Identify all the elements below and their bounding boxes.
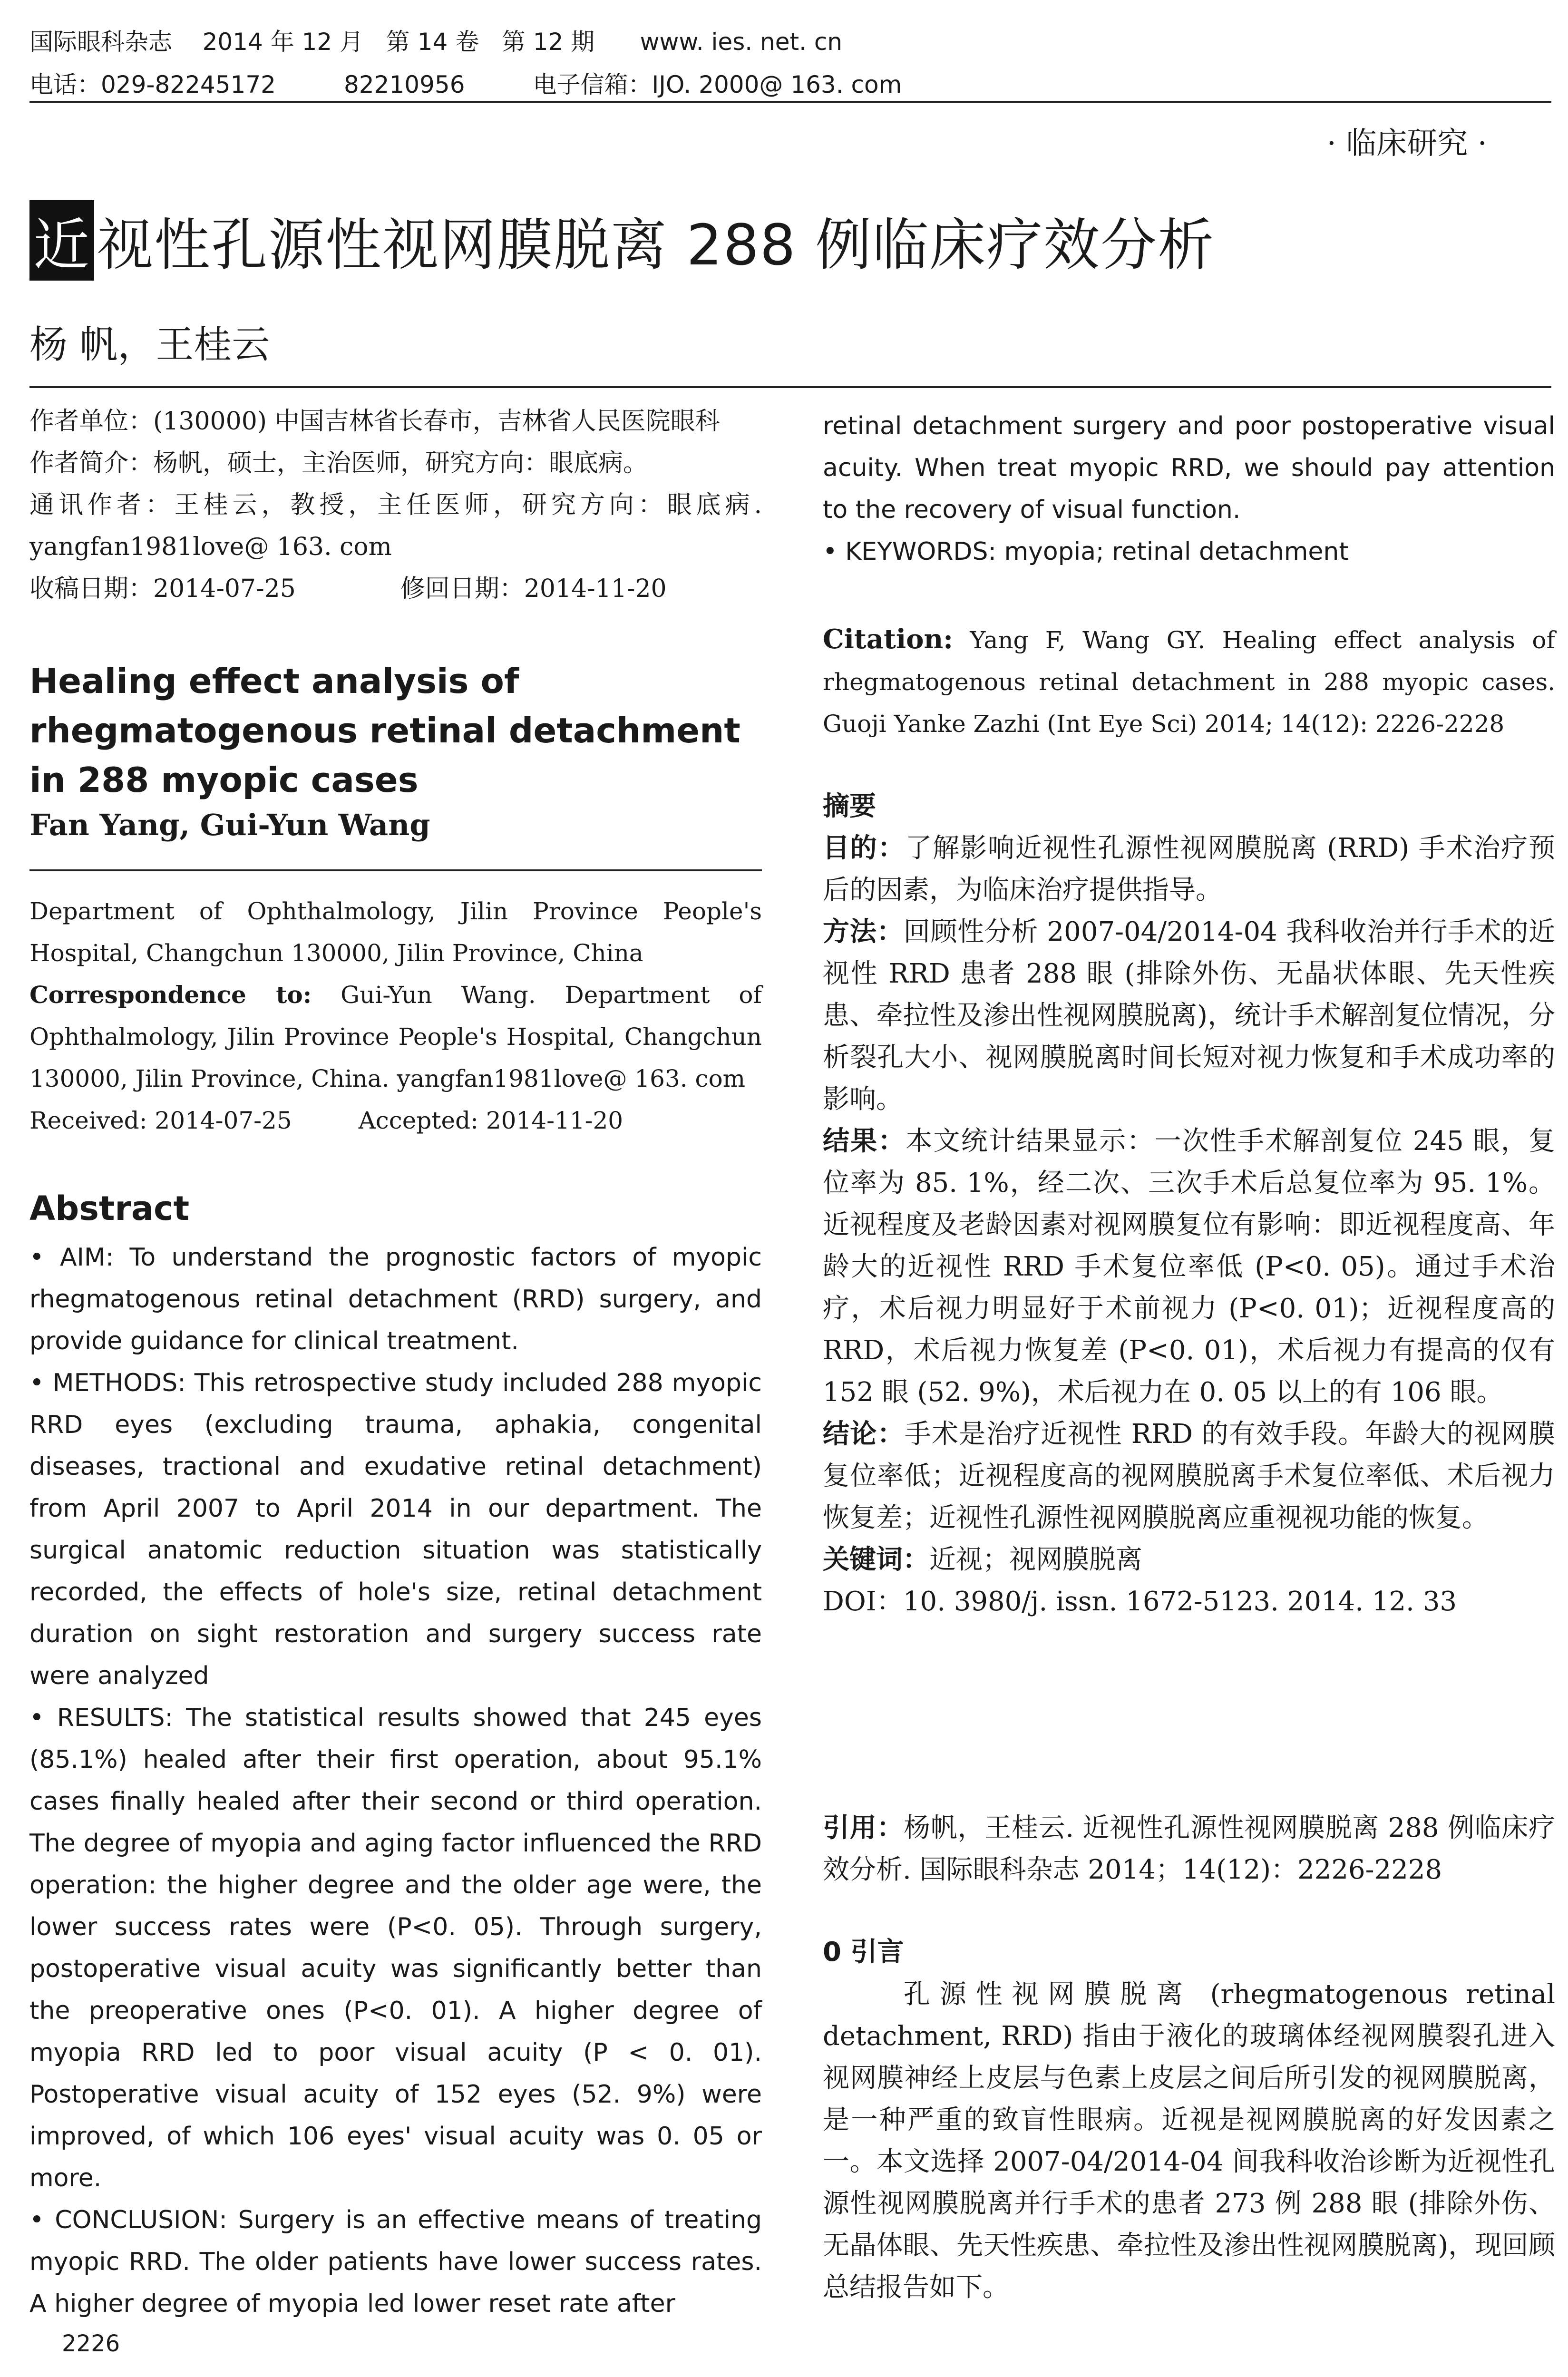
correspondence	[29, 974, 762, 1100]
cn-citation-label: 引用：	[823, 1812, 904, 1843]
citation-text: Yang F, Wang GY. Healing effect analysis of rhegmatogenous retinal detachment in 288 myopic cases. Guoji Yanke Zazhi (Int Eye Sci) 2014; 14(12): 2226-2228	[823, 626, 1555, 738]
author-unit: 作者单位：(130000) 中国吉林省长春市，吉林省人民医院眼科	[29, 407, 720, 436]
cn-aim-text: 了解影响近视性孔源性视网膜脱离 (RRD) 手术治疗预后的因素，为临床治疗提供指导。	[823, 833, 1555, 906]
journal-header-line2: 电话：029-82245172 82210956 电子信箱：IJO. 2000@ 163. com	[29, 71, 902, 98]
author-email: yangfan1981love@ 163. com	[29, 533, 392, 561]
cn-citation-text: 杨帆，王桂云. 近视性孔源性视网膜脱离 288 例临床疗效分析. 国际眼科杂志 2014；14(12)：2226-2228	[823, 1812, 1556, 1885]
english-authors: Fan Yang, Gui-Yun Wang	[29, 808, 430, 842]
intro-heading: 0 引言	[823, 1937, 904, 1968]
cn-keywords-label: 关键词：	[823, 1544, 929, 1575]
english-title: Healing effect analysis of rhegmatogenous retinal detachment in 288 myopic cases	[29, 661, 740, 800]
abstract-keywords: • KEYWORDS: myopia; retinal detachment	[823, 537, 1349, 566]
cn-methods	[823, 911, 1555, 1120]
cn-results-label: 结果：	[823, 1126, 906, 1157]
dates-cn	[29, 568, 762, 610]
dates-en	[29, 1100, 762, 1141]
title-rest: 视性孔源性视网膜脱离 288 例临床疗效分析	[97, 212, 1215, 278]
author-corr: 通讯作者：王桂云，教授，主任医师，研究方向：眼底病.	[29, 491, 762, 519]
abstract-continued	[823, 405, 1555, 573]
intro-body	[823, 1974, 1555, 2309]
cn-citation	[823, 1807, 1555, 1891]
abstract-methods: • METHODS: This retrospective study included 288 myopic RRD eyes (excluding trauma, aphakia, congenital diseases, tractional and exudative retinal detachment) from April 2007 to April 2014 in our department. The surgical anatomic reduction situation was statistically recorded, the effects of hole's size, retinal detachment duration on sight restoration and surgery success rate were analyzed	[29, 1369, 762, 1690]
cn-results-text: 本文统计结果显示：一次性手术解剖复位 245 眼，复位率为 85. 1%，经二次、三次手术后总复位率为 95. 1%。近视程度及老龄因素对视网膜复位有影响：即近视程度高、年龄大的近视性 RRD 手术复位率低 (P<0. 05)。通过手术治疗，术后视力明显好于术前视力 (P<0. 01)；近视程度高的 RRD，术后视力恢复差 (P<0. 01)，术后视力有提高的仅有 152 眼 (52. 9%)，术后视力在 0. 05 以上的有 106 眼。	[823, 1126, 1555, 1408]
cn-aim	[823, 828, 1555, 911]
title-first-char: 近	[29, 200, 94, 281]
authors-rule	[29, 869, 762, 871]
cn-methods-label: 方法：	[823, 916, 904, 947]
cn-abstract	[823, 786, 1555, 1623]
abstract-conclusion-right: retinal detachment surgery and poor postoperative visual acuity. When treat myopic RRD, we should pay attention to the recovery of visual function.	[823, 412, 1555, 524]
abstract-aim: • AIM: To understand the prognostic factors of myopic rhegmatogenous retinal detachment (RRD) surgery, and provide guidance for clinical treatment.	[29, 1243, 762, 1355]
citation-en	[823, 618, 1555, 745]
citation-label: Citation:	[823, 623, 953, 655]
section-tag: · 临床研究 ·	[1326, 126, 1487, 161]
cn-conclusion-label: 结论：	[823, 1419, 905, 1450]
journal-header-line1: 国际眼科杂志 2014 年 12 月 第 14 卷 第 12 期 www. ies. net. cn	[29, 28, 843, 56]
cn-conclusion-text: 手术是治疗近视性 RRD 的有效手段。年龄大的视网膜复位率低；近视程度高的视网膜脱离手术复位率低、术后视力恢复差；近视性孔源性视网膜脱离应重视视功能的恢复。	[823, 1419, 1556, 1533]
intro-text: 孔源性视网膜脱离 (rhegmatogenous retinal detachment, RRD) 指由于液化的玻璃体经视网膜裂孔进入视网膜神经上皮层与色素上皮层之间后所引发的视网膜脱离，是一种严重的致盲性眼病。近视是视网膜脱离的好发因素之一。本文选择 2007-04/2014-04 间我科收治诊断为近视性孔源性视网膜脱离并行手术的患者 273 例 288 眼 (排除外伤、无晶体眼、先天性疾患、牵拉性及渗出性视网膜脱离)，现回顾总结报告如下。	[823, 1979, 1555, 2303]
header-rule	[29, 101, 1551, 103]
department: Department of Ophthalmology, Jilin Province People's Hospital, Changchun 130000, Jilin Province, China	[29, 897, 762, 967]
article-title	[29, 200, 1215, 281]
authors-cn: 杨 帆，王桂云	[29, 322, 270, 367]
cn-keywords-text: 近视；视网膜脱离	[929, 1544, 1142, 1575]
abstract-body	[29, 1237, 762, 2325]
cn-doi: DOI：10. 3980/j. issn. 1672-5123. 2014. 12. 33	[823, 1586, 1457, 1617]
cn-methods-text: 回顾性分析 2007-04/2014-04 我科收治并行手术的近视性 RRD 患者 288 眼 (排除外伤、无晶状体眼、先天性疾患、牵拉性及渗出性视网膜脱离)，统计手术解剖复位情况，分析裂孔大小、视网膜脱离时间长短对视力恢复和手术成功率的影响。	[823, 916, 1556, 1115]
author-bio: 作者简介：杨帆，硕士，主治医师，研究方向：眼底病。	[29, 449, 648, 477]
received-cn: 收稿日期：2014-07-25	[29, 575, 296, 603]
correspondence-text: Gui-Yun Wang. Department of Ophthalmology, Jilin Province People's Hospital, Changchun 130000, Jilin Province, China. yangfan1981love@ 163. com	[29, 981, 762, 1092]
accepted-en: Accepted: 2014-11-20	[358, 1107, 623, 1134]
correspondence-label: Correspondence to:	[29, 981, 312, 1009]
affiliation-block	[29, 890, 762, 1141]
title-rule	[29, 386, 1551, 388]
cn-aim-label: 目的：	[823, 833, 906, 864]
cn-conclusion	[823, 1413, 1555, 1539]
cn-keywords	[823, 1539, 1555, 1581]
revised-cn: 修回日期：2014-11-20	[400, 575, 667, 603]
cn-results	[823, 1120, 1555, 1413]
abstract-results: • RESULTS: The statistical results showed that 245 eyes (85.1%) healed after their first operation, about 95.1% cases finally healed after their second or third operation. The degree of myopia and aging factor influenced the RRD operation: the higher degree and the older age were, the lower success rates were (P<0. 05). Through surgery, postoperative visual acuity was significantly better than the preoperative ones (P<0. 01). A higher degree of myopia RRD led to poor visual acuity (P < 0. 01). Postoperative visual acuity of 152 eyes (52. 9%) were improved, of which 106 eyes' visual acuity was 0. 05 or more.	[29, 1704, 762, 2192]
abstract-heading: Abstract	[29, 1189, 190, 1228]
received-en: Received: 2014-07-25	[29, 1107, 292, 1134]
cn-abstract-heading: 摘要	[823, 791, 876, 822]
abstract-conclusion-left: • CONCLUSION: Surgery is an effective means of treating myopic RRD. The older patients have lower success rates. A higher degree of myopia led lower reset rate after	[29, 2206, 762, 2318]
author-info	[29, 400, 762, 610]
page-number: 2226	[62, 2330, 120, 2357]
